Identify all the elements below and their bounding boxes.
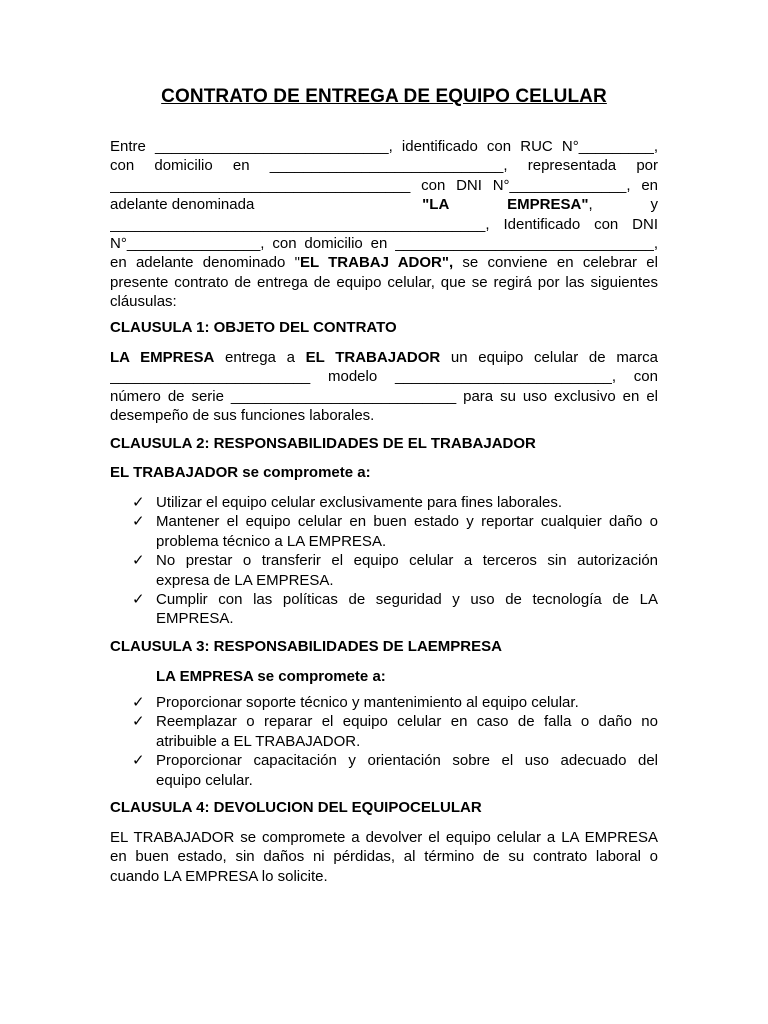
- check-icon: ✓: [132, 694, 145, 711]
- list-item: ✓ Proporcionar capacitación y orientación sobre el uso adecuado del equipo celular.: [132, 752, 658, 789]
- clausula-2-list: [110, 493, 658, 629]
- check-icon: ✓: [132, 513, 145, 531]
- clausula-1-heading: CLAUSULA 1: OBJETO DEL CONTRATO: [110, 319, 397, 336]
- intro-line-3: ____________________________________ con DNI N°______________, en: [110, 176, 658, 194]
- check-icon: ✓: [132, 713, 145, 731]
- intro-line-5: _____________________________________________, Identificado con DNI: [110, 215, 658, 233]
- document-title: CONTRATO DE ENTREGA DE EQUIPO CELULAR: [161, 86, 607, 107]
- clausula-2-heading: CLAUSULA 2: RESPONSABILIDADES DE EL TRABAJADOR: [110, 435, 536, 452]
- intro-line-9: cláusulas:: [110, 293, 177, 311]
- intro-line-7: en adelante denominado "EL TRABAJ ADOR", se conviene en celebrar el: [110, 254, 658, 272]
- clausula-3-subheading: LA EMPRESA se compromete a:: [156, 668, 386, 685]
- list-item: ✓ Proporcionar soporte técnico y mantenimiento al equipo celular.: [132, 694, 579, 711]
- clausula-1-paragraph: [110, 348, 658, 426]
- clausula-1-line-2: ________________________ modelo __________________________, con: [110, 368, 658, 386]
- check-icon: ✓: [132, 552, 145, 570]
- intro-line-4: adelante denominada "LA EMPRESA", y: [110, 196, 658, 214]
- clausula-4-line-2: en buen estado, sin daños ni pérdidas, al término de su contrato laboral o: [110, 848, 658, 866]
- clausula-4-line-3: cuando LA EMPRESA lo solicite.: [110, 867, 328, 885]
- intro-line-6: N°________________, con domicilio en _______________________________,: [110, 234, 658, 252]
- intro-line-1: Entre ____________________________, identificado con RUC N°_________,: [110, 138, 658, 155]
- intro-line-8: presente contrato de entrega de equipo celular, que se regirá por las siguientes: [110, 273, 658, 291]
- clausula-2-subheading: EL TRABAJADOR se compromete a:: [110, 464, 371, 481]
- intro-paragraph: [110, 137, 658, 312]
- list-item: ✓ Mantener el equipo celular en buen estado y reportar cualquier daño o problema técnico a LA EMPRESA.: [132, 513, 658, 550]
- list-item: ✓ Utilizar el equipo celular exclusivamente para fines laborales.: [132, 494, 563, 511]
- clausula-4-heading: CLAUSULA 4: DEVOLUCION DEL EQUIPOCELULAR: [110, 799, 482, 816]
- check-icon: ✓: [132, 494, 145, 511]
- clausula-3-list: [110, 693, 658, 790]
- clausula-4-paragraph: [110, 828, 658, 886]
- intro-line-2: con domicilio en ____________________________, representada por: [110, 157, 658, 175]
- check-icon: ✓: [132, 590, 145, 608]
- clausula-1-line-1: LA EMPRESA entrega a EL TRABAJADOR un equipo celular de marca: [110, 349, 658, 366]
- list-item: ✓ No prestar o transferir el equipo celular a terceros sin autorización expresa de LA EMPRESA.: [132, 552, 658, 589]
- check-icon: ✓: [132, 752, 145, 770]
- clausula-4-line-1: EL TRABAJADOR se compromete a devolver el equipo celular a LA EMPRESA: [110, 829, 658, 846]
- clausula-1-line-3: número de serie ___________________________ para su uso exclusivo en el: [110, 387, 658, 405]
- la-empresa-label: "LA: [422, 196, 450, 214]
- clausula-1-line-4: desempeño de sus funciones laborales.: [110, 407, 375, 425]
- list-item: ✓ Reemplazar o reparar el equipo celular en caso de falla o daño no atribuible a EL TRABAJADOR.: [132, 713, 658, 750]
- list-item: ✓ Cumplir con las políticas de seguridad y uso de tecnología de LA EMPRESA.: [132, 590, 658, 628]
- clausula-3-heading: CLAUSULA 3: RESPONSABILIDADES DE LAEMPRESA: [110, 638, 502, 655]
